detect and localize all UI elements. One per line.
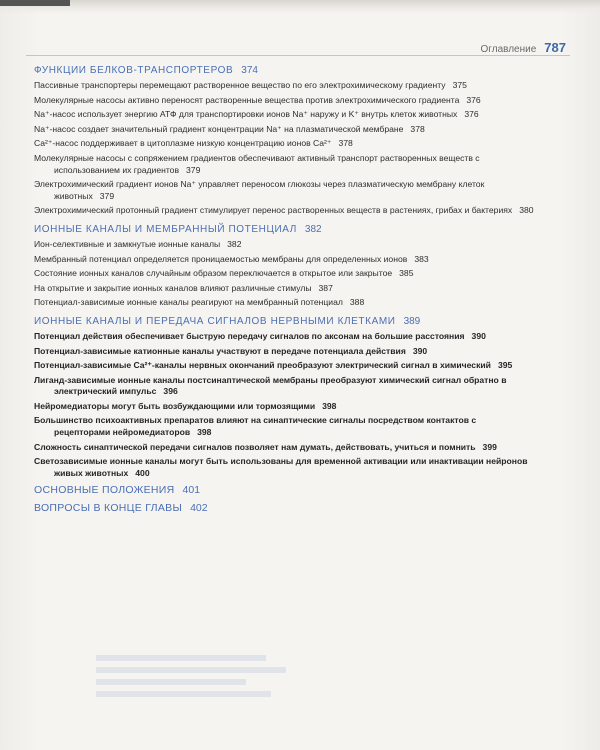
- page-top-edge: [0, 0, 600, 14]
- toc-entry-page: 396: [163, 386, 178, 397]
- toc-entry-text: Мембранный потенциал определяется проницаемостью мембраны для определенных ионов: [34, 253, 408, 264]
- section-heading-end-questions: [34, 502, 534, 515]
- toc-entry-text: Na⁺-насос создает значительный градиент концентрации Na⁺ на плазматической мембране: [34, 123, 404, 134]
- section-heading-text: ФУНКЦИИ БЕЛКОВ-ТРАНСПОРТЕРОВ: [34, 65, 234, 76]
- toc-entry-text: Потенциал-зависимые ионные каналы реагируют на мембранный потенциал: [34, 297, 343, 308]
- toc-entry-text: Ион-селективные и замкнутые ионные каналы: [34, 238, 221, 249]
- toc-entry-text: Потенциал-зависимые Ca²⁺-каналы нервных окончаний преобразуют электрический сигнал в химический: [34, 360, 491, 371]
- section-heading-nerve-signaling: [34, 315, 534, 328]
- toc-entry: [34, 205, 534, 217]
- header-rule: [26, 55, 570, 56]
- toc-entry: [34, 179, 534, 202]
- toc-entry-text: Сложность синаптической передачи сигналов позволяет нам думать, действовать, учиться и помнить: [34, 441, 476, 452]
- toc-entry: [34, 415, 534, 438]
- section-page: 401: [182, 484, 201, 497]
- toc-entry: [34, 95, 534, 107]
- toc-entry-page: 400: [135, 467, 150, 478]
- toc-entry: [34, 268, 534, 280]
- toc-entry-text: Светозависимые ионные каналы могут быть использованы для временной активации или инактивации нейронов живых животных: [34, 456, 528, 478]
- toc-entry-text: Потенциал действия обеспечивает быструю передачу сигналов по аксонам на большие расстояния: [34, 330, 465, 341]
- toc-entry: [34, 401, 534, 413]
- toc-entry-page: 378: [338, 138, 353, 149]
- toc-entry-text: Молекулярные насосы с сопряжением градиентов обеспечивают активный транспорт растворенных веществ с использованием их градиентов: [34, 152, 480, 175]
- toc-entry: [34, 456, 534, 479]
- section-heading-ion-channels-membrane-potential: [34, 223, 534, 236]
- toc-entry-page: 375: [452, 80, 467, 90]
- toc-entry-page: 390: [471, 330, 486, 341]
- toc-entry-page: 382: [227, 238, 242, 249]
- toc-entry: [34, 109, 534, 121]
- toc-entry-text: На открытие и закрытие ионных каналов влияют различные стимулы: [34, 282, 312, 293]
- toc-entry-page: 376: [464, 109, 479, 120]
- toc-entry-page: 383: [414, 253, 429, 264]
- running-head-title: Оглавление: [480, 44, 537, 55]
- toc-entry-page: 399: [482, 441, 497, 452]
- toc-entry-page: 385: [399, 268, 414, 279]
- toc-entry-page: 395: [497, 360, 513, 371]
- toc-entry-page: 387: [318, 282, 333, 293]
- show-through-shadow: [96, 655, 316, 697]
- toc-entry-page: 398: [322, 400, 337, 411]
- toc-entry-text: Большинство психоактивных препаратов влияют на синаптические сигналы посредством контактов с рецепторами нейромедиаторов: [34, 415, 477, 438]
- toc-entry: [34, 124, 534, 136]
- toc-entry: [34, 283, 534, 295]
- toc-entry: [34, 442, 534, 454]
- toc-entry-page: 376: [466, 94, 481, 105]
- toc-entry: [34, 153, 534, 176]
- toc-entry: [34, 360, 534, 372]
- toc-entry: [34, 331, 534, 343]
- toc-entry: [34, 254, 534, 266]
- toc-entry-text: Электрохимический протонный градиент стимулирует перенос растворенных веществ в растениях, грибах и бактериях: [34, 205, 513, 216]
- toc-entry: [34, 239, 534, 251]
- toc-entry: [34, 138, 534, 150]
- section-page: 382: [304, 223, 322, 235]
- section-heading-text: ОСНОВНЫЕ ПОЛОЖЕНИЯ: [34, 484, 175, 497]
- toc-entry-text: Состояние ионных каналов случайным образом переключается в открытое или закрытое: [34, 268, 393, 279]
- toc-entry-page: 378: [410, 123, 425, 134]
- toc-entry-page: 398: [197, 427, 212, 438]
- section-heading-text: ВОПРОСЫ В КОНЦЕ ГЛАВЫ: [34, 502, 183, 515]
- toc-entry-text: Пассивные транспортеры перемещают растворенное вещество по его электрохимическому градиенту: [34, 80, 446, 90]
- toc-entry-page: 380: [519, 205, 534, 216]
- binding-shadow: [0, 0, 70, 6]
- section-heading-text: ИОННЫЕ КАНАЛЫ И ПЕРЕДАЧА СИГНАЛОВ НЕРВНЫМИ КЛЕТКАМИ: [34, 315, 396, 327]
- toc-entry-text: Потенциал-зависимые катионные каналы участвуют в передаче потенциала действия: [34, 345, 406, 356]
- section-page: 402: [190, 502, 208, 515]
- toc-entry-text: Электрохимический градиент ионов Na⁺ управляет переносом глюкозы через плазматическую мембрану клеток животных: [34, 179, 485, 201]
- section-heading-key-points: [34, 484, 534, 497]
- toc-entry: [34, 297, 534, 309]
- toc-entry: [34, 346, 534, 358]
- section-page: 389: [403, 315, 421, 327]
- toc-entry-page: 388: [349, 297, 365, 308]
- toc-entry-text: Na⁺-насос использует энергию АТФ для транспортировки ионов Na⁺ наружу и K⁺ внутрь клеток животных: [34, 109, 458, 120]
- toc-entry-text: Нейромедиаторы могут быть возбуждающими или тормозящими: [34, 400, 316, 411]
- table-of-contents: [34, 58, 534, 517]
- toc-entry-page: 379: [186, 164, 201, 175]
- toc-entry-text: Лиганд-зависимые ионные каналы постсинаптической мембраны преобразуют химический сигнал обратно в электрический импульс: [34, 374, 507, 397]
- section-heading-transporter-functions: [34, 64, 534, 77]
- section-heading-text: ИОННЫЕ КАНАЛЫ И МЕМБРАННЫЙ ПОТЕНЦИАЛ: [34, 223, 297, 235]
- toc-entry-text: Молекулярные насосы активно переносят растворенные вещества против электрохимического градиента: [34, 94, 460, 105]
- toc-entry-text: Ca²⁺-насос поддерживает в цитоплазме низкую концентрацию ионов Ca²⁺: [34, 138, 332, 149]
- toc-entry-page: 390: [412, 345, 428, 356]
- section-page: 374: [241, 65, 258, 76]
- toc-entry: [34, 375, 534, 398]
- running-head: [481, 40, 566, 55]
- toc-entry-page: 379: [99, 190, 115, 201]
- toc-entry: [34, 80, 534, 92]
- page-number: 787: [544, 40, 566, 55]
